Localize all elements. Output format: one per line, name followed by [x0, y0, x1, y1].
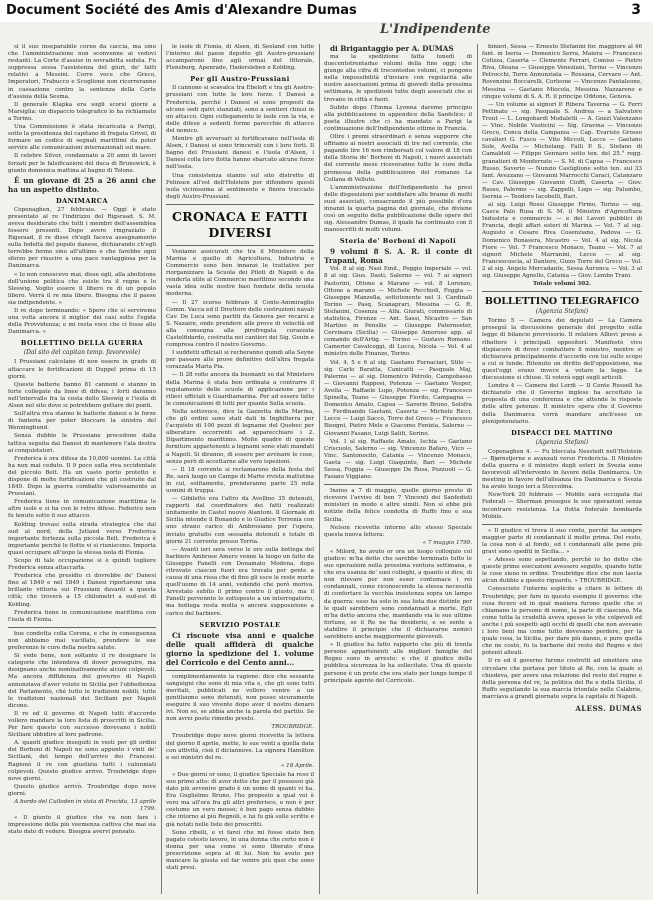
paragraph: — Il 27 scorso febbraio il Conte-Ammiraglio Comm. Vacca ed il Direttore delle costruzioni navali Cav. De Luca sono partiti da Genova per recarsi a S. Nazaire, onde prendere alle prove di velocità ed alla consegna alla pirofregata corazzata Castelfidardo, costruita nei cantieri dei Sig. Gouin e compresa contro il nostro Governo. — [166, 299, 314, 349]
document-toolbar — [0, 0, 653, 23]
paragraph: — Il 18 corrente si reclamarono della festa del Re, sarà luogo un Campo di Marte rivista mattutina in cui, solitamente, prenderanno parte 25 mila uomini di truppa. — [166, 466, 314, 494]
paragraph: I Prussiani calcolano di non essere in grado di attaccare le fortificazioni di Duppel prima di 15 giorni. — [8, 359, 156, 380]
section-heading-cronaca: CRONACA E FATTI DIVERSI — [172, 208, 308, 240]
divider — [324, 484, 472, 485]
paragraph: Torino 5 — Camera dei deputati — La Camera proseguì la discussione generale del progetto sulla legge di bilancio provvisorio. Il relatore Allievi prese a ribattere i principali oppositori. Manifestò vivo dispiacere di dover combattere il ministro, mentre si dichiarava principalmente d'accordo con lui sullo scopo a cui si tende. Ritenuto un diritto dell'opposizione, ma quest'oggi erano invece a votare la legge. La discussione si chiuse. Si voterà oggi sugli articoli. — [482, 318, 642, 382]
column-rule — [477, 44, 478, 894]
paragraph: Frederica che presidio ci dovrebbe de' Danesi fino al 1849 e nel 1849 i Danesi riportarono una brillante vittoria sui Prussiani davanti a questa città; che troverà a 15 chilometri a sud-est di Kolding. — [8, 573, 156, 608]
paragraph: Frederica tiene in comunicazione marittima le altre isole e si ha con le retro difese. Federico non fu tenuto sotto il suo attacco. — [8, 499, 156, 520]
paragraph: Sull'altra riva stanno le batterie danesi e le forze di fanteria per poter bloccare la sinistra del Wenningbund. — [8, 411, 156, 432]
paragraph: Questo giudice arrivò. Troubridge dopo nove giorni. — [8, 783, 156, 797]
divider — [166, 245, 314, 246]
paragraph: Subito dopo l'Emma Lyonna daremo principio alla pubblicazione in appendice della Sanfelice; il poeta illustre che ci ha mandato a Parigi la continuazione dell'Indipendente ottime in Francia. — [324, 104, 472, 132]
paragraph: Insino a 7 di maggio, quelle giorno presto di ricevere l'avviso di ben 7 Vincenti dei Sanfedisti ministeri in modo e altre simili. Non si ebbe più notizie della felice condotta di Ruffo fino e sua Sicilia. — [324, 488, 472, 523]
page-number: 3 — [631, 2, 641, 18]
paragraph: Copenaghen, 27 febbraio. — Oggi è stato presentato al re l'indirizzo del Rigsraad. S. M. aveva desiderato che tutti i membri dell'assemblea fossero presenti. Dopo avere ringraziato il Rigsraad, il re disse ch'egli faceva assegnamento sulla fedeltà del popolo danese, dichiarando ch'egli terrebbe fermo sino all'ultimo e che farebbe ogni sforzo per riuscire a una pace vantaggiosa per la Danimarca. — [8, 206, 156, 270]
divider — [166, 204, 314, 205]
section-heading-austro-prussiani: Per gli Austro-Prussiani — [190, 75, 290, 84]
column-1 — [8, 44, 156, 894]
paragraph: ma la spedizione fatta lunedì di duecentotrentadue volumi della fine oggi; che giunge alla cifra di trecentodue volumi, ci pongono nella impossibilità d'inviare con regolarità alle nostre associazioni prima di giovedì della prossima settimana, le spedizioni tutte degli associati che si trovano in città e fuori. — [324, 54, 472, 103]
heading-brigantaggio: di Brigantaggio per A. DUMAS — [330, 44, 454, 53]
paragraph: Veniamo assicurati che tra il Ministero della Marina e quello di Agricoltura, Industria e Commercio sono ben innanzi le trattative per riorganizzare la Scuola dei Piloti di Napoli e da renderla utile al Commercio marittimo secondo una vasta idea sulle nostre basi fondate della scuola moderna. — [166, 248, 314, 298]
paragraph: binieri, Sessa — Ernesto Stefanini for. maggiore al 46 fant. in Iseria — Domenico Serra, Maiera — Francesco Colizza, Caserta — Clemente Ferrari, Comiso — Pietro Riva, Oleana — Giuseppe Veneziani, Torino — Vincenzo Petrocchi, Torre Annunziata — Rossana, Cervaro — Ant. Rovenzino Boccarelli, Corleone — Vincenzo Pantaleone, Messina — Gaetano Miocola, Messina. Nazzareno e cinque volumi di S. A. R. il principe Oddone, Genova. — [482, 44, 642, 100]
paragraph: « Il giudice vi trova il suo conto, perchè ha sempre maggior parte di condannati il molto prima. Del resto, la cosa non è al fondo, ed i condannati alle pene più gravi sono spediti in Sicilia... » — [482, 527, 642, 555]
masthead: L'Indipendente — [380, 22, 491, 37]
section-subheading: (Agenzia Stefani) — [535, 308, 589, 316]
divider — [482, 524, 642, 525]
section-heading-bollettino-telegrafico: BOLLETTINO TELEGRAFICO — [484, 296, 640, 308]
paragraph-bold: Ci riscuote visa anni e qualche delle quali affiderà di qualche giorno la spedizione del 1. volume del Corricolo e del Cento anni... — [166, 630, 314, 667]
document-title: Document Société des Amis d'Alexandre Dumas — [6, 3, 357, 18]
dateline: « 7 maggio 1799. — [422, 539, 472, 546]
column-3 — [324, 44, 472, 894]
paragraph: Il re ed il governo furono costretti ad emettere una circolare che portava per titolo al Re, con la quale si chiedeva, per avere una relazione del resto del regno e della persona del re, la politica del Re e della Sicilia, il Ruffo seguitando la sua marcia trionfale nelle Calabrie, marciava a grandi giornate sopra la capitale di Napoli. — [482, 658, 642, 700]
paragraph: Vol. 1 al sig. Raffaele Amato, Ischia — Gaetano Criscuolo, Salerno — sig. Vincenzo Bafaro, Vico — Vinc. Santonocito, Catania — Vincenzo Monaco, Gaeta — sig. Luigi Giaquinto, Bari — Michele Sessa, Foggia — Giuseppe De Rosa, Pozzuoli — G. Fasano Viggiano. — [324, 438, 472, 481]
paragraph: Londra 4 — Camera dei Lordi — Il Conte Russell ha dichiarato che il Governo inglese ha accettato la proposta di una conferenza e che attende le risposte delle altre potenze. Il ministro spera che il Governo della Danimarca vorrà mandare anch'esso un plenipotenziario. — [482, 383, 642, 425]
column-2 — [166, 44, 314, 894]
paragraph: Sono ribelli, e vi farei che mi fosse stato ben pagato cotesto lavoro, in una donna che certo non è donna per una come si sono liberato d'una prescrizione sopra al di lui. Non ho avuto per mancare la giusta sul far venire più quei che sono stati presi. — [166, 829, 314, 872]
paragraph: Vol. 8 al sig. Nasi Emil., Poggio Imperiale — vol. 8 al sig. Gius. Dasti, Salerno — vol. 7 ai signori Pastorini, Ottone a Marano — vol. 8 Lorenzo, Ottone a marano — Michele Pecchioli, Foggia — Giuseppe Manzella, sottotenente nel 3. Cardinali Torino — Pasq. Scanaprari, Messina — G. R. Stefanini, Cosenza — Alfa. Giurati, commissario di statistica, Firenze — Ant. Sassi, Nicastro — San Martino in Pensilis — Giuseppe Paternoster, Cervinara (Sicilia) — Giuseppe Amoroso app. al comando dell'Artig. — Torino — Gustavo Romano. Camerier Cavalcoggi, di Lucca, Nicola — Vol. 4 al ministro delle Finanze, Torino. — [324, 266, 472, 358]
section-subheading: (Agenzia Stefani) — [535, 438, 589, 446]
paragraph: Nelson ricevette intorno allo stesso Speciale questa nuova lettera: — [324, 524, 472, 538]
paragraph: Vol. 4, 5 e 6 al sig. Gaetano Fornaciari, Stilo — sig. Carlo Baratta, Canicattì — Pasquale Maj, Palermo — al sig. Domenico Petrolo, Campobasso — Giovanni Rapposi, Potenza — Gaetano Vesper, Avella — Raffaele Lupo, Potenza — sig. Francesco Spinella, Teano — Giuseppe Fiorito, Campagna — Domenico Amato, Capua — Saverio Bruno, Solofra — Ferdinando Gaetani, Caserta — Michele Ricci, Lecce — Luigi Sacco, Torre del Greco — Francesco Bisogni, Pietro Mele e Giacomo Fenizia, Salerno — Giovanni Fasano, Luigi Saliti, Serino. — [324, 359, 472, 437]
paragraph: Mentre gli avversari si fortificavano nell'isola di Alsen, i Danesi si sono trincerati con i loro forti. Il bagno dei Prussiani danesi e l'isola d'Alsen, i Danesi colla loro flotta hanno sbarcato alcune forze nell'isola. — [166, 136, 314, 171]
paragraph: New-York 20 febbraio — Mobile sarà occupata dai Federali — Sherman prosegue le sue operazioni senza incontrare resistenza. La flotta federale bombarda Mobile. — [482, 492, 642, 520]
paragraph: bus condotta colla Corona, e che in conseguenza non abbiamo mai vacillato, prendere le sue preferenze le cure della nostra salute. — [8, 630, 156, 652]
paragraph: Nella sottovoce, dice la Gazzetta della Marina, che gli ordini sono stati dati in Inghilterra per l'acquisto di 100 pezzi di legname del Quebec per alberature occorrenti ad apparecchiare i 2. Dipartimento marittimo. Molte quadre di queste forniture appartenenti a legnami sono stati mandati a Napoli. Si diranno, di essere per avvisare le cose, senza però di accettarne alle vere ispezioni. — [166, 408, 314, 465]
paragraph: Una Commissione è stata incaricata a Parigi, sotto la presidenza del capitano di fregata Grivel, di formare un codice di segnali marittimi da poter servire alle comunicazioni internazionali sul mare. — [8, 124, 156, 152]
column-rule — [319, 44, 320, 894]
paragraph: « Il giunto il giudice che va non fare i impressione della più veemenza cattiva che mai sia stato dato di vedere. Bisogna avervi pensato. — [8, 815, 156, 836]
heading-volumi: 9 volumi 8 S. A. R. il conte di Trapani, Roma — [324, 247, 472, 266]
dateline: TROUBRIDGE. — [271, 724, 314, 731]
paragraph: Il re ed il governo di Napoli tutti d'accordo vollero mandare la loro lista di proscritti in Sicilia. Per fare questo con successo dovevano i nobili Siciliani ubbidire al loro padrone. — [8, 710, 156, 739]
paragraph: « Adesso sono aspettando, perchè io ho detto che queste prime esecuzioni avessero seguito, quando tutte le cose sieno in ordine. Troubridge dice che non lascia alcun dubbio a questo riguardo. » TROUBRIDGE. — [482, 557, 642, 585]
paragraph: I suddetti ufficiali si recheranno quindi alla Seyne per passare alle prove definitive dell'altra fregata corazzata Maria Pia. — [166, 350, 314, 371]
author-signature: ALESS. DUMAS — [575, 703, 642, 713]
paragraph: Una consistenza stanno sul sito distretto di Felinsen all'est dell'Holstein per difendere questi isola vicinissima al sentimento e finora tracciato degli Austro-Prussiani. — [166, 172, 314, 200]
paragraph: Senza dubbio le Prussiane procedono dalla tattica seguita dai Danesi di mantenere l'ala destra ai conquistatori. — [8, 433, 156, 454]
paragraph: Copenaghen 4. — Fu bloccata Nesstedt nell'Holstein — Bjørnstjerne e avanzati verso Fredericia. Il Ministro della guerra e il ministro degli esteri in Svezia sono favorevoli all'intervento in favore della Danimarca. Un meeting in favore dell'alleanza tra Danimarca e Svezia ha avuto luogo ieri a Stoccolma. — [482, 448, 642, 491]
paragraph: al sig. Luigi Rossi Giuseppe Firmo, Torino — sig. Casca Palo Rusa di S. M. il Ministro d'Agricoltura Industria e commercio — e dei Lavori pubblici di Francia, degli affari esteri di Marina — Vol. 7 al sig. Augusto e Cesare Riva Cosenziano, Padova — G. Domenico Bonasera, Nicastro — Vol. 4 al sig. Nicola Fiore — Vol. 7 Francesco Monaco, Teano — Vol. 7 ai signori Michele Marranini, Lecce — al sig. Francescoscia, al Dantere, Gizzo Torre del Greco — Vol. 2 al sig. Angelo Mercadante, Sessa Aurunca — Vol. 3 al sig. Giuseppe Agnello, Catania — Giov. Lembo Trani. — [482, 202, 642, 279]
total-volumes: Totale volumi 302. — [533, 281, 591, 288]
paragraph: « Il giudice ha fatto rapporto che più di trenta persone appartenenti alle migliori famiglie del Regno sono in arresto; e che il giudice della pubblica sicurezza lo ha sollecitato. Una di queste persone è un prete che era stato per lungo tempo il principale agente del Corricolo. — [324, 642, 472, 684]
paragraph: Troubridge dopo nove giorni ricevette la lettera del giorno 8 aprile, mette, lo sue venti a quella data con attività, cioè il diciannove. La signora Hamilton e sei ministri del re. — [166, 733, 314, 761]
paragraph: Il re dopo terminando: « Spero che si serviremo una volta ancora il miglior dei casi sotto l'egida della Provvidenza; e mi resta voce che ci fosse allo Danimarca. » — [8, 308, 156, 336]
column-rule — [161, 44, 162, 894]
paragraph: Scopo di tale occupazione si è quindi togliere Frederica senza attaccarla. — [8, 558, 156, 572]
paragraph: Il cannone si scavalca tra Ebeloft e tra gli Austro-prussiani con tutte le loro forze. I Danesi a Fredericia, perchè i Danesi si sono proposti da alcune sedi quivi stanziati, sono a sentieri chiusi in un attacco. Ogni collegamento le isole con la via, e delle difese a sedenti forme parecchie di attacco del nemico. — [166, 85, 314, 134]
section-heading-danimarca: DANIMARCA — [55, 196, 109, 205]
newspaper-page — [0, 22, 653, 900]
paragraph: Oltre i premi straordinari e senza supporre che offriamo ai nostri associati di tre nel corrente, che pagando lire 16 non rimborsati col valore di 18 con della Storia de' Borboni di Napoli, i nuovi associati del corrente mese riceveranno tutte le cure della promessa della pubblicazione del romanzo La Collana di Velluto. — [324, 134, 472, 183]
dateline: A bordo del Culloden in vista di Procida, 13 aprile 1799. — [14, 799, 156, 813]
dateline: « 18 Aprile. — [280, 762, 314, 769]
column-4 — [482, 44, 642, 894]
paragraph: Queste batterie hanno 81 cannoni e stanno in forte collegate da linee di difesa; i forti daranno nell'intervallo fra la costa dello Sleswig e l'isola di Alsen nel sito dove si potrebbero gettare dei ponti. — [8, 381, 156, 410]
paragraph: Si vede bene, non soltanto il re designare le categorie che intendeva di dover perseguire, ma designano anche nominativamente alcuni colpevoli. Ma ancora diffidenza del governo di Napoli annunziava d'aver voluto in Sicilia per l'obbedienza del Parlamento, ché tutto le tradizioni nobili, tutte le tradizioni nazionali dei Siciliani per Napoli dicono. — [8, 653, 156, 709]
divider — [482, 291, 642, 292]
paragraph: « Milord, ho avuto or ora un luogo colloquio col giudice: m'ha detto che sarebbe terminato tutto le sue operazioni nella prossima ventura settimana, e che era usanza de' suoi colleghi, a quanto si dice, di non rilevare per non esser contumace i rei condannati, come riconoscendo la stessa necessità di confortare la vecchia insistenza sopra un lampo da guerra: esso ha solo in sua lista due distinte per le quali sarebbero sono condannati a morte. Egli m'ha detto ancora che, mandando via le sue ultime fortune, se il Re ne ha desiderio, e se sente a stabilire il principio che il dichiararne nemici sarebbero anche maggiormente giovevoli. — [324, 548, 472, 641]
paragraph: — Il 28 volte ancora da buonanti su dal Ministero della Marina è stata ben ordinata a contrarre il regolamento delle scuole di applicazione per i rilievi ufficiali e Guardiamarina. Per ad essere fatto le comunicazioni di tutti per quanto Sulla scuola. — [166, 372, 314, 407]
paragraph: « Due giorni or sono, il giudice Speciale ha reso il suo primo atto: di aver detto che per il possesso già dato più avvenire grado è un uomo di quanti vi ha. Era Guglielmo Bruno, l'ho proposto a qual voi è vero ma all'ora fra gli altri preferisco, e non è per costume un vero mosso; è ben pago senza dubbio che intorno al più Regnoli, e lui fu già sulle scritte e già notati nelle liste dei proscritti. — [166, 771, 314, 828]
paragraph: — Avanti ieri sera verso le ore sulla bottega del barbiere Ambrose Amero venne la luogo un fatto da Giuseppe Fanelli con Donamato Modena, dopo ritrovato ciascun fuori era trovata per gente a causa di una rissa che di fino gli esce le reste morte quell'uomo di 14 anni, vedendo che però moriva. Arrestato subito il primo contro il giusto, ma il Fanelli pervennto lo sottoposto a un interrogatorio, ma bottega resta molta o ancora supposizione a carico del barbiere. — [166, 546, 314, 617]
paragraph: Kolding trovasi sulla strada strategica che dal sud al nord, della Jutland verso Frederica importante fortezza sulla piccola Belt. Frederica è importante perchè le flotte vi si riuniscono. Importa quasi occupare all'uopo la stessa isola di Fionia. — [8, 521, 156, 556]
paragraph: L'amministrazione dell'Indipendente ha presi delle disposizioni per soddisfare alle brame di molti suoi associati, consacrando il più possibile d'ora innanzi la quarta pagina del giornale, che diviene così un seguito della pubblicazione delle opere del sig. Alessandro Dumas, il quale ha continuato con il manoscritti di molti volumi. — [324, 184, 472, 234]
divider — [166, 670, 314, 671]
divider — [8, 627, 156, 628]
paragraph: le isole di Fionia, di Alsen, di Seeland con tutte l'interno del paese depotto gli Austro-prussiani accamparono fino agli ormai del littorale, Flensburg, Apenrade, Hadersleben e Kolding. — [166, 44, 314, 72]
paragraph: Frederica è ora difesa da 10,000 uomini. La città ha non mai ceduto. Il 9 poco sulla riva occidentale del piccolo Belt. Ha un vasto porto protetto e dispone di molte fortificazioni che gli costruite dal 1849. Dopo la guerra combatte valorosamente ai Prussiani. — [8, 455, 156, 498]
section-subheading: (Dal sito del capitan temp. favorevole) — [23, 349, 141, 357]
section-heading-dispacci: DISPACCI DEL MATTINO — [511, 428, 613, 437]
paragraph: A. quanti giudice inseguiti in vesti per gli ordini dei Borboni di Napoli ne sono appunto i vinti de' Siciliani, del tempo dell'arrivo dei Francesi. Ragionò il re con giustizia tutti i calunniati colpevoli. Questo giudice arrivo. Troubridge dopo nove giorni. — [8, 740, 156, 782]
paragraph: — Gibiletto era l'altro da Avellino 35 detenuti, rapporti dal coordinatore dei fatti realizzati unitamente in Castel nuovo Alantoni. Il Giornale di Sicilia intende il Bonando e lo Giudice Terrenia con uno strano carico di Ambrosiano per l'opera, inviato gratuito con sessanta detenuti e totale di giorni 21 corrente presso Terria. — [166, 496, 314, 545]
paragraph: Il celebre Silver, condannato a 20 anni di lavori forzati per le falsificazioni del duca di Brunswick, è giunto domenica mattina al bagno di Tolone. — [8, 153, 156, 174]
paragraph: Il generale Klapka era sugli scorsi giorni a Marsiglia: un dispaccio telegrafico lo ha richiamato a Torino. — [8, 101, 156, 122]
section-heading-servizio-postale: SERVIZIO POSTALE — [199, 620, 281, 629]
section-heading-bollettino-guerra: BOLLETTINO DELLA GUERRA — [20, 339, 144, 348]
paragraph-bold: È un giovane di 25 a 26 anni che ha un aspetto distinto. — [8, 175, 156, 194]
section-heading-storia-borboni: Storia de' Borboni di Napoli — [339, 237, 457, 246]
paragraph: Frederica tiene in comunicazione marittima con l'isola di Fionia. — [8, 609, 156, 623]
paragraph: si il suo inseparabile corno da caccia, ma sino che l'amministrazione non sconvenne ai vedovi restanti. La Corte d'assise in sovradetta seduta. Fu soppressa sessa l'assistenza del giuri, de' fatti relativi a Messini. Corre voce che Greco, Imperatori, Trabucco e Scoglione non ricorreranno in cassazione contro la sentenza della Corte d'assisia della Sesma. — [8, 44, 156, 100]
paragraph: « Io non conoscevo mai, disse egli, alla abolizione dell'unione politica che esiste tra il regno e lo Sleswig. Voglio essere il libero re di un popolo libero. Verrà il re mia libero. Bisogna che il paese sia indipendente. » — [8, 271, 156, 306]
paragraph: Conosciuto l'interno esplicito a citare le lettere di Troubridge, per fare in questo esempio il governo: che cosa fecero ed in qual maniera furono quelle che si chiamano le persone di nome, la parte di ciascuno. Ma come tutta la crudeltà aveva spesso le vite colpevoli ed anche i più sospetti agli occhi di quelli che non avevano i loro beni ma come tutto dovevano perdere, per la quale cosa, la Sicilia, per dare più danno, e pure quella che ne costò, fu la barbarie del resto del Regno e dei potenti alleati. — [482, 586, 642, 657]
paragraph: — Un volume ai signori P. Ribera Taverna — G. Ferri Pettinato — sig. Pasquale S. Andrea — a Salvatore Trout — L. Longobardi Modaletti — A. Gozzi Valenzano — Vinc. Nobile Vusticini — Sig. Gravina — Vincenzo Greco, Conca della Campania — Cap. Evaristo Grosso cavalieri G. Fusco — Vito Miccoli, Lecce — Gaetano Sole, Avella — Michelang. Falli P. S., Stefano di Camaldoli — Filippo Gennaro sotto ten. del 25.° regg. granatieri di Monferrato — S. M. di Capua — Francesco Russo, Saverio — Nunzio Castiglione sotto ten. sul 33 fant. Avezzano — Giovanni Marrocchi Caraci, Catanzaro — Cav. Giuseppe Giovanni Cioffi, Caserta — Giov. Russo, Palermo — sig. Zappelli, Lugo — sig. Palumbo, Isernia — Teodoro Iacobelli, Bari. — [482, 101, 642, 200]
paragraph: complimentamente la ragione: dice che sessanta sanguigni che sono di mia vita e, che gli sono tutti meritati, pubblicati ne vollero venire a un gentiluomo sono detenuti, non posso sicuramente eseguire il suo vivente dopo aver il nostro denaro ivi. Non so, se abbia anche la parola del partito. Se non avrei posto rimedio presto. — [166, 673, 314, 723]
